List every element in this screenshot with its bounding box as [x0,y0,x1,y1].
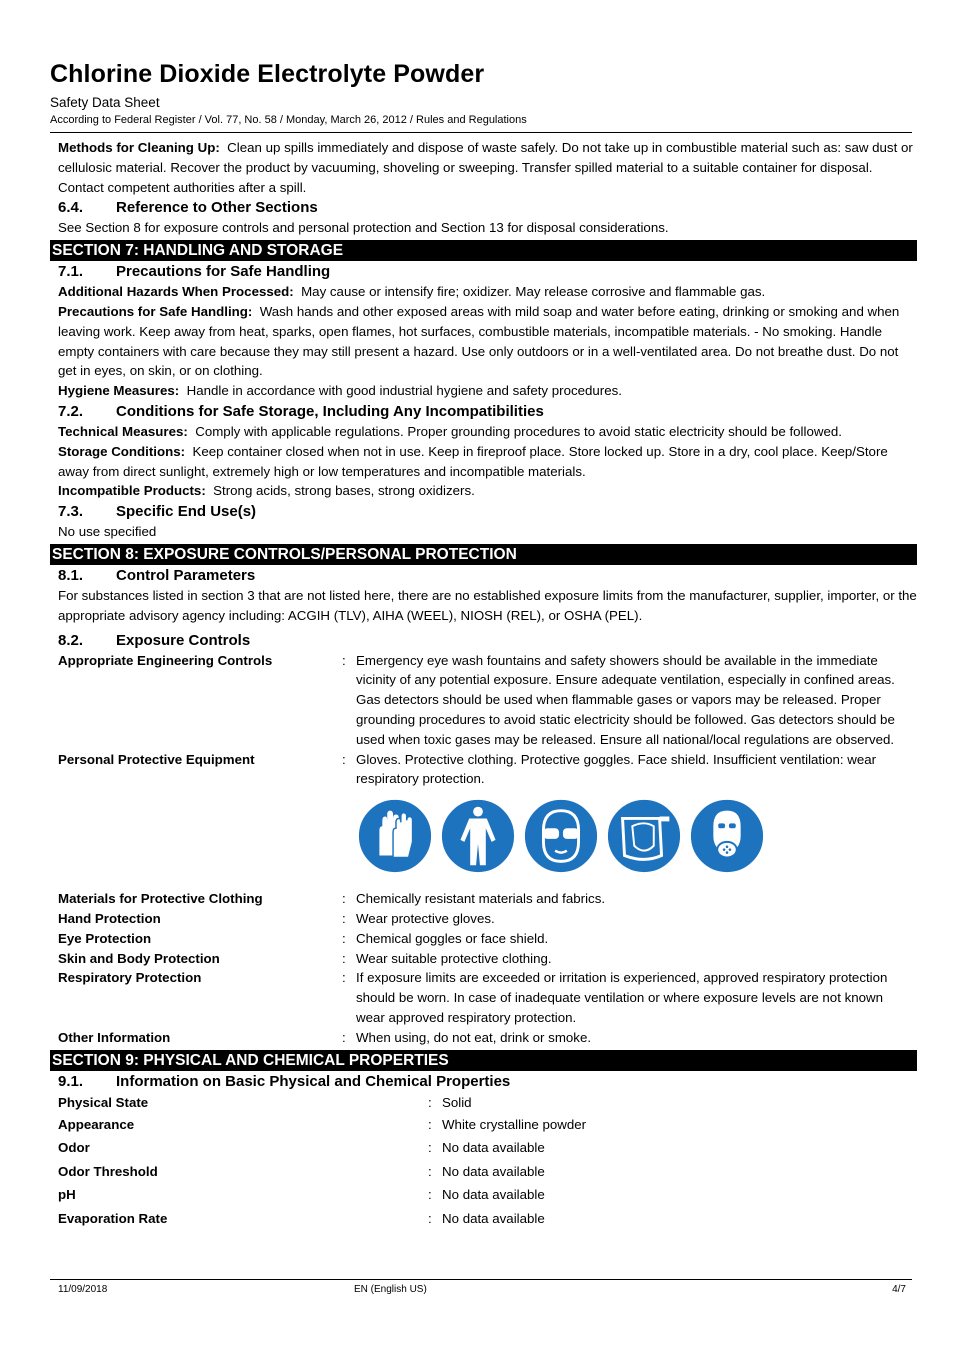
end-use-text: No use specified [58,524,157,540]
property-value: No data available [442,1210,545,1226]
subsection-6-4 [50,197,917,218]
exposure-row [50,909,917,929]
document-body [50,138,917,1230]
subsection-title: Control Parameters [116,566,256,584]
subsection-title: Specific End Use(s) [116,503,257,521]
section-9-header: SECTION 9: PHYSICAL AND CHEMICAL PROPERTIES [50,1050,917,1071]
footer-language: EN (English US) [354,1284,427,1295]
row-label: Eye Protection [58,930,152,946]
row-value: When using, do not eat, drink or smoke. [356,1029,592,1045]
subsection-number: 9.1. [58,1072,84,1090]
incompatible-products-paragraph [50,481,917,501]
exposure-row [50,651,917,750]
row-colon: : [342,1029,346,1045]
row-value: Gloves. Protective clothing. Protective goggles. Face shield. Insufficient ventilation: wear respiratory protection. [356,751,877,787]
subsection-number: 6.4. [58,199,84,217]
subsection-number: 8.2. [58,631,84,649]
row-value: Chemically resistant materials and fabrics. [356,891,606,907]
row-label: Respiratory Protection [58,970,202,986]
document-subtitle: Safety Data Sheet [50,95,160,110]
subsection-number: 7.2. [58,402,84,420]
additional-hazards-paragraph [50,282,917,302]
technical-measures-text: Comply with applicable regulations. Proper grounding procedures to avoid static electricity should be followed. [195,423,842,439]
property-value: Solid [442,1094,472,1110]
regulation-reference: According to Federal Register / Vol. 77, No. 58 / Monday, March 26, 2012 / Rules and Regulations [50,114,527,126]
row-label: Skin and Body Protection [58,950,220,966]
cleanup-paragraph [50,138,917,197]
property-label: Appearance [58,1116,135,1132]
property-value: No data available [442,1163,545,1179]
property-colon: : [428,1140,432,1155]
cleanup-label: Methods for Cleaning Up: [58,140,220,155]
subsection-8-2 [50,630,917,651]
additional-hazards-label: Additional Hazards When Processed: [58,284,294,300]
property-colon: : [428,1094,432,1110]
exposure-row [50,968,917,1027]
storage-conditions-label: Storage Conditions: [58,443,186,459]
section-8-header: SECTION 8: EXPOSURE CONTROLS/PERSONAL PROTECTION [50,544,917,565]
subsection-7-3 [50,501,917,522]
incompatible-products-text: Strong acids, strong bases, strong oxidizers. [213,483,475,499]
property-label: Physical State [58,1094,149,1110]
row-label: Appropriate Engineering Controls [58,652,273,668]
row-colon: : [342,910,346,926]
subsection-number: 7.3. [58,503,84,521]
incompatible-products-label: Incompatible Products: [58,483,206,499]
hygiene-text: Handle in accordance with good industrial hygiene and safety procedures. [186,383,622,399]
property-colon: : [428,1116,432,1132]
subsection-7-1 [50,261,917,282]
storage-conditions-paragraph [50,442,917,482]
footer-divider [50,1279,912,1280]
exposure-row [50,949,917,969]
footer-page-number: 4/7 [892,1284,906,1295]
exposure-row [50,1028,917,1048]
hygiene-paragraph [50,381,917,401]
hygiene-label: Hygiene Measures: [58,383,180,399]
row-value: Emergency eye wash fountains and safety showers should be available in the immediate vicinity of any potential exposure. Ensure adequate ventilation, especially in confined areas. Gas detectors should be used when flammable gases or vapors may be released. Proper grounding procedures to avoid static electricity should be followed. Gas detectors should be used when toxic gases may be released. Ensure all national/local regulations are observed. [356,652,895,747]
header-divider [50,132,912,133]
protective-clothing-icon [439,797,517,875]
footer-date: 11/09/2018 [58,1284,108,1295]
property-label: Odor Threshold [58,1163,158,1179]
face-shield-icon [605,797,683,875]
property-label: Evaporation Rate [58,1210,168,1226]
row-value: Wear suitable protective clothing. [356,950,552,966]
row-label: Hand Protection [58,910,161,926]
respirator-icon [688,797,766,875]
subsection-8-1 [50,565,917,586]
row-colon: : [342,751,346,767]
precautions-paragraph [50,302,917,381]
property-colon: : [428,1187,432,1202]
exposure-row [50,750,917,790]
subsection-7-2 [50,401,917,422]
row-colon: : [342,950,346,966]
row-label: Materials for Protective Clothing [58,891,263,907]
property-label: pH [58,1187,76,1202]
subsection-title: Precautions for Safe Handling [116,263,331,281]
additional-hazards-text: May cause or intensify fire; oxidizer. May release corrosive and flammable gas. [301,284,766,300]
row-value: Chemical goggles or face shield. [356,930,549,946]
row-colon: : [342,970,346,986]
property-row [50,1136,917,1160]
exposure-row [50,929,917,949]
row-value: If exposure limits are exceeded or irritation is experienced, approved respiratory protection should be worn. In case of inadequate ventilation or where exposure levels are not known wear approved respiratory protection. [356,970,888,1025]
subsection-title: Reference to Other Sections [116,199,318,217]
gloves-icon [356,797,434,875]
property-row [50,1207,917,1231]
subsection-number: 8.1. [58,566,84,584]
reference-text: See Section 8 for exposure controls and personal protection and Section 13 for disposal considerations. [58,220,669,236]
property-row [50,1092,917,1113]
property-value: No data available [442,1140,545,1155]
row-colon: : [342,652,346,668]
property-value: White crystalline powder [442,1116,587,1132]
section-7-header: SECTION 7: HANDLING AND STORAGE [50,240,917,261]
technical-measures-label: Technical Measures: [58,423,188,439]
property-row [50,1183,917,1207]
property-row [50,1160,917,1184]
property-colon: : [428,1163,432,1179]
row-label: Personal Protective Equipment [58,751,255,767]
ppe-icon-row [50,797,917,879]
technical-measures-paragraph [50,422,917,442]
row-value: Wear protective gloves. [356,910,495,926]
subsection-title: Information on Basic Physical and Chemical Properties [116,1072,511,1090]
row-label: Other Information [58,1029,171,1045]
control-parameters-text: For substances listed in section 3 that are not listed here, there are no established exposure limits from the manufacturer, supplier, importer, or the appropriate advisory agency including: ACGIH (TLV), AIHA (WEEL), NIOSH (REL), or OSHA (PEL). [58,587,917,623]
property-label: Odor [58,1140,90,1155]
precautions-label: Precautions for Safe Handling: [58,303,253,319]
precautions-text: Wash hands and other exposed areas with mild soap and water before eating, drinking or smoking and when leaving work. Keep away from heat, sparks, open flames, hot surfaces, combustible materials, incompatible materials. - No smoking. Handle empty containers with care because they may still present a hazard. Use only outdoors or in a well-ventilated area. Do not breathe dust. Do not get in eyes, on skin, or on clothing. [58,303,900,379]
property-colon: : [428,1210,432,1226]
subsection-number: 7.1. [58,263,84,281]
row-colon: : [342,891,346,907]
goggles-icon [522,797,600,875]
property-value: No data available [442,1187,545,1202]
cleanup-text: Clean up spills immediately and dispose of waste safely. Do not take up in combustible material such as: saw dust or cellulosic material. Recover the product by vacuuming, shoveling or sweeping. Transfer spilled material to a suitable container for disposal. Contact competent authorities after a spill. [58,140,913,195]
document-title: Chlorine Dioxide Electrolyte Powder [50,60,485,88]
row-colon: : [342,930,346,946]
subsection-title: Exposure Controls [116,631,251,649]
subsection-title: Conditions for Safe Storage, Including Any Incompatibilities [116,402,544,420]
exposure-row [50,889,917,909]
storage-conditions-text: Keep container closed when not in use. Keep in fireproof place. Store locked up. Store in a dry, cool place. Keep/Store away from direct sunlight, extremely high or low temperatures and incompatible materials. [58,443,888,479]
property-row [50,1113,917,1137]
subsection-9-1 [50,1071,917,1092]
